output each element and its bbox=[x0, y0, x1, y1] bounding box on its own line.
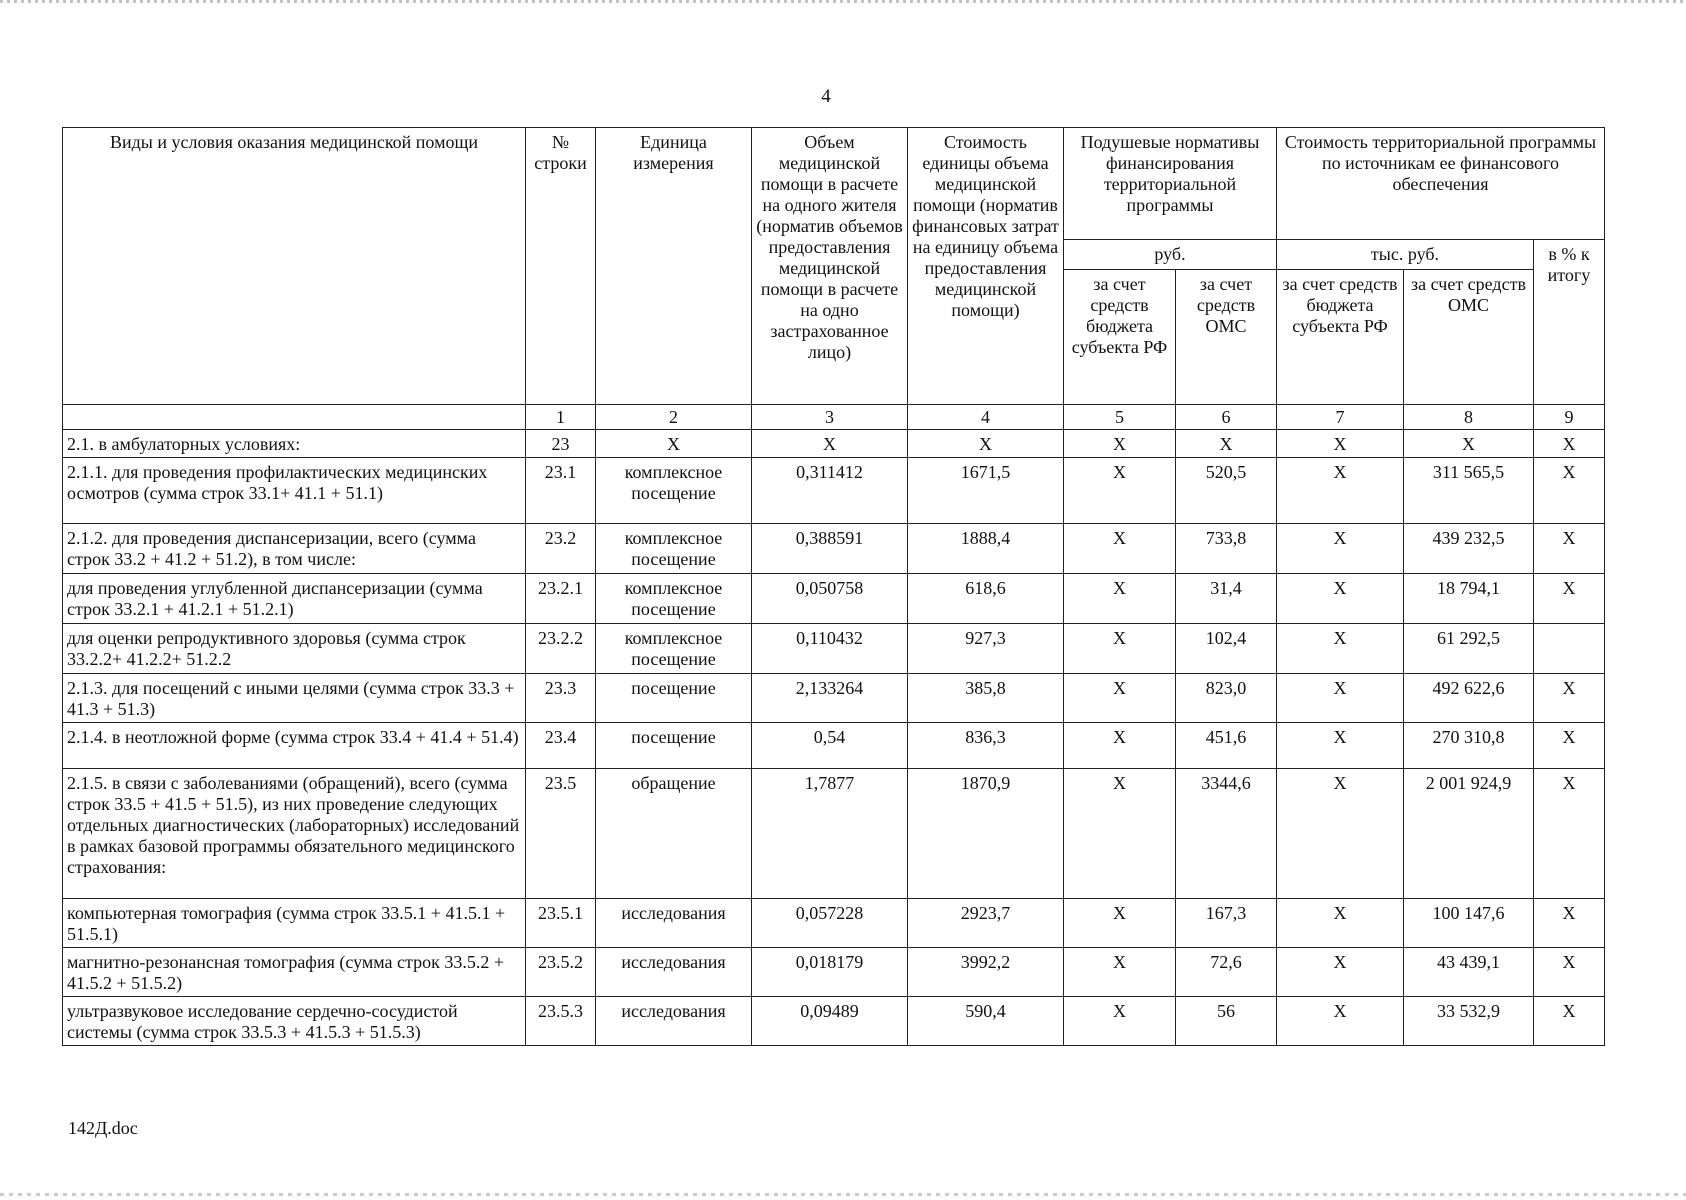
row-unit: комплексное посещение bbox=[596, 524, 752, 574]
row-oms-thous: 43 439,1 bbox=[1404, 948, 1534, 997]
row-pct: X bbox=[1534, 723, 1605, 769]
row-desc: ультразвуковое исследование сердечно-сосудистой системы (сумма строк 33.5.3 + 41.5.3 + 51.5.3) bbox=[63, 997, 526, 1046]
column-number-cell: 7 bbox=[1277, 405, 1404, 430]
row-desc: 2.1.2. для проведения диспансеризации, всего (сумма строк 33.2 + 41.2 + 51.2), в том числе: bbox=[63, 524, 526, 574]
row-pct: X bbox=[1534, 899, 1605, 948]
row-oms-thous: 439 232,5 bbox=[1404, 524, 1534, 574]
row-number: 23 bbox=[526, 430, 596, 458]
row-volume: 0,057228 bbox=[752, 899, 908, 948]
row-budget-rub: X bbox=[1064, 899, 1176, 948]
header-row-number: № строки bbox=[526, 128, 596, 405]
row-unit-cost: 1888,4 bbox=[908, 524, 1064, 574]
row-oms-thous: 33 532,9 bbox=[1404, 997, 1534, 1046]
row-pct: X bbox=[1534, 997, 1605, 1046]
header-oms-thous: за счет средств ОМС bbox=[1404, 270, 1534, 405]
row-budget-rub: X bbox=[1064, 574, 1176, 624]
row-number: 23.5.2 bbox=[526, 948, 596, 997]
column-number-cell: 2 bbox=[596, 405, 752, 430]
row-number: 23.2.1 bbox=[526, 574, 596, 624]
row-desc: для оценки репродуктивного здоровья (сумма строк 33.2.2+ 41.2.2+ 51.2.2 bbox=[63, 624, 526, 674]
row-unit: комплексное посещение bbox=[596, 574, 752, 624]
row-budget-rub: X bbox=[1064, 430, 1176, 458]
row-pct: X bbox=[1534, 524, 1605, 574]
row-number: 23.5.3 bbox=[526, 997, 596, 1046]
table-row bbox=[63, 948, 1605, 997]
row-budget-thous: X bbox=[1277, 997, 1404, 1046]
row-budget-thous: X bbox=[1277, 674, 1404, 723]
row-budget-rub: X bbox=[1064, 997, 1176, 1046]
row-unit: комплексное посещение bbox=[596, 624, 752, 674]
row-oms-rub: 56 bbox=[1176, 997, 1277, 1046]
row-unit-cost: 385,8 bbox=[908, 674, 1064, 723]
header-budget-rub: за счет средств бюджета субъекта РФ bbox=[1064, 270, 1176, 405]
row-oms-rub: 3344,6 bbox=[1176, 769, 1277, 899]
header-unit: Единица измерения bbox=[596, 128, 752, 405]
row-budget-rub: X bbox=[1064, 769, 1176, 899]
row-pct: X bbox=[1534, 458, 1605, 524]
header-volume: Объем медицинской помощи в расчете на одного жителя (норматив объемов предоставления медицинской помощи в расчете на одно застрахованное лицо) bbox=[752, 128, 908, 405]
row-oms-thous: 61 292,5 bbox=[1404, 624, 1534, 674]
row-desc: 2.1. в амбулаторных условиях: bbox=[63, 430, 526, 458]
row-number: 23.3 bbox=[526, 674, 596, 723]
row-desc: 2.1.5. в связи с заболеваниями (обращений), всего (сумма строк 33.5 + 41.5 + 51.5), из них проведение следующих отдельных диагностических (лабораторных) исследований в рамках базовой программы обязательного медицинского страхования: bbox=[63, 769, 526, 899]
row-volume: 0,54 bbox=[752, 723, 908, 769]
row-unit: исследования bbox=[596, 899, 752, 948]
row-unit-cost: 927,3 bbox=[908, 624, 1064, 674]
row-oms-rub: X bbox=[1176, 430, 1277, 458]
row-volume: X bbox=[752, 430, 908, 458]
row-oms-rub: 451,6 bbox=[1176, 723, 1277, 769]
row-budget-thous: X bbox=[1277, 769, 1404, 899]
header-pct-total: в % к итогу bbox=[1534, 240, 1605, 405]
row-oms-thous: 18 794,1 bbox=[1404, 574, 1534, 624]
row-volume: 0,110432 bbox=[752, 624, 908, 674]
row-unit: X bbox=[596, 430, 752, 458]
table-row bbox=[63, 674, 1605, 723]
row-budget-rub: X bbox=[1064, 624, 1176, 674]
row-oms-thous: 2 001 924,9 bbox=[1404, 769, 1534, 899]
column-number-cell: 9 bbox=[1534, 405, 1605, 430]
column-number-row bbox=[63, 405, 1605, 430]
row-unit-cost: 836,3 bbox=[908, 723, 1064, 769]
row-oms-thous: X bbox=[1404, 430, 1534, 458]
table-row bbox=[63, 723, 1605, 769]
row-oms-rub: 823,0 bbox=[1176, 674, 1277, 723]
header-unit-cost: Стоимость единицы объема медицинской помощи (норматив финансовых затрат на единицу объема предоставления медицинской помощи) bbox=[908, 128, 1064, 405]
row-unit: посещение bbox=[596, 723, 752, 769]
table-header bbox=[63, 128, 1605, 405]
column-number-cell: 3 bbox=[752, 405, 908, 430]
table-row bbox=[63, 997, 1605, 1046]
row-unit-cost: 1671,5 bbox=[908, 458, 1064, 524]
row-budget-rub: X bbox=[1064, 948, 1176, 997]
row-pct bbox=[1534, 624, 1605, 674]
footer-filename: 142Д.doc bbox=[68, 1118, 138, 1138]
header-budget-thous: за счет средств бюджета субъекта РФ bbox=[1277, 270, 1404, 405]
row-desc: компьютерная томография (сумма строк 33.5.1 + 41.5.1 + 51.5.1) bbox=[63, 899, 526, 948]
row-number: 23.4 bbox=[526, 723, 596, 769]
row-oms-rub: 31,4 bbox=[1176, 574, 1277, 624]
row-volume: 0,050758 bbox=[752, 574, 908, 624]
header-unit-thous-rub: тыс. руб. bbox=[1277, 240, 1534, 270]
table-row bbox=[63, 624, 1605, 674]
row-oms-thous: 100 147,6 bbox=[1404, 899, 1534, 948]
row-volume: 2,133264 bbox=[752, 674, 908, 723]
row-number: 23.2 bbox=[526, 524, 596, 574]
header-oms-rub: за счет средств ОМС bbox=[1176, 270, 1277, 405]
table-row bbox=[63, 458, 1605, 524]
column-number-cell: 5 bbox=[1064, 405, 1176, 430]
row-oms-rub: 167,3 bbox=[1176, 899, 1277, 948]
page-number: 4 bbox=[821, 86, 831, 107]
scan-edge-bottom bbox=[0, 1193, 1686, 1196]
row-pct: X bbox=[1534, 430, 1605, 458]
row-desc: 2.1.3. для посещений с иными целями (сумма строк 33.3 + 41.3 + 51.3) bbox=[63, 674, 526, 723]
row-number: 23.5.1 bbox=[526, 899, 596, 948]
row-number: 23.5 bbox=[526, 769, 596, 899]
row-number: 23.2.2 bbox=[526, 624, 596, 674]
table-body bbox=[63, 405, 1605, 1046]
row-unit: обращение bbox=[596, 769, 752, 899]
table-row bbox=[63, 574, 1605, 624]
row-pct: X bbox=[1534, 769, 1605, 899]
row-unit: исследования bbox=[596, 948, 752, 997]
column-number-cell: 1 bbox=[526, 405, 596, 430]
row-pct: X bbox=[1534, 674, 1605, 723]
row-desc: 2.1.4. в неотложной форме (сумма строк 33.4 + 41.4 + 51.4) bbox=[63, 723, 526, 769]
row-pct: X bbox=[1534, 948, 1605, 997]
row-oms-rub: 520,5 bbox=[1176, 458, 1277, 524]
row-pct: X bbox=[1534, 574, 1605, 624]
budget-table bbox=[62, 127, 1605, 1046]
row-oms-rub: 72,6 bbox=[1176, 948, 1277, 997]
row-budget-rub: X bbox=[1064, 524, 1176, 574]
row-desc: магнитно-резонансная томография (сумма строк 33.5.2 + 41.5.2 + 51.5.2) bbox=[63, 948, 526, 997]
row-budget-rub: X bbox=[1064, 723, 1176, 769]
row-unit: комплексное посещение bbox=[596, 458, 752, 524]
row-budget-rub: X bbox=[1064, 458, 1176, 524]
table-row bbox=[63, 524, 1605, 574]
row-unit-cost: X bbox=[908, 430, 1064, 458]
row-unit-cost: 1870,9 bbox=[908, 769, 1064, 899]
table-row bbox=[63, 899, 1605, 948]
row-unit-cost: 3992,2 bbox=[908, 948, 1064, 997]
row-volume: 0,388591 bbox=[752, 524, 908, 574]
row-unit: посещение bbox=[596, 674, 752, 723]
column-number-cell bbox=[63, 405, 526, 430]
row-budget-thous: X bbox=[1277, 458, 1404, 524]
header-kind: Виды и условия оказания медицинской помощи bbox=[63, 128, 526, 405]
row-desc: 2.1.1. для проведения профилактических медицинских осмотров (сумма строк 33.1+ 41.1 + 51.1) bbox=[63, 458, 526, 524]
row-number: 23.1 bbox=[526, 458, 596, 524]
header-program-cost: Стоимость территориальной программы по источникам ее финансового обеспечения bbox=[1277, 128, 1605, 240]
row-budget-thous: X bbox=[1277, 899, 1404, 948]
row-unit-cost: 590,4 bbox=[908, 997, 1064, 1046]
row-unit: исследования bbox=[596, 997, 752, 1046]
row-volume: 1,7877 bbox=[752, 769, 908, 899]
column-number-cell: 4 bbox=[908, 405, 1064, 430]
row-volume: 0,09489 bbox=[752, 997, 908, 1046]
row-oms-thous: 492 622,6 bbox=[1404, 674, 1534, 723]
row-volume: 0,311412 bbox=[752, 458, 908, 524]
row-budget-thous: X bbox=[1277, 430, 1404, 458]
column-number-cell: 8 bbox=[1404, 405, 1534, 430]
row-oms-rub: 733,8 bbox=[1176, 524, 1277, 574]
row-budget-rub: X bbox=[1064, 674, 1176, 723]
row-desc: для проведения углубленной диспансеризации (сумма строк 33.2.1 + 41.2.1 + 51.2.1) bbox=[63, 574, 526, 624]
table-row bbox=[63, 430, 1605, 458]
scan-edge-top bbox=[0, 0, 1686, 3]
row-budget-thous: X bbox=[1277, 524, 1404, 574]
header-unit-rub: руб. bbox=[1064, 240, 1277, 270]
table-row bbox=[63, 769, 1605, 899]
row-volume: 0,018179 bbox=[752, 948, 908, 997]
row-oms-rub: 102,4 bbox=[1176, 624, 1277, 674]
row-oms-thous: 270 310,8 bbox=[1404, 723, 1534, 769]
row-unit-cost: 2923,7 bbox=[908, 899, 1064, 948]
row-budget-thous: X bbox=[1277, 948, 1404, 997]
row-budget-thous: X bbox=[1277, 723, 1404, 769]
row-oms-thous: 311 565,5 bbox=[1404, 458, 1534, 524]
header-per-capita: Подушевые нормативы финансирования территориальной программы bbox=[1064, 128, 1277, 240]
row-unit-cost: 618,6 bbox=[908, 574, 1064, 624]
row-budget-thous: X bbox=[1277, 574, 1404, 624]
column-number-cell: 6 bbox=[1176, 405, 1277, 430]
row-budget-thous: X bbox=[1277, 624, 1404, 674]
